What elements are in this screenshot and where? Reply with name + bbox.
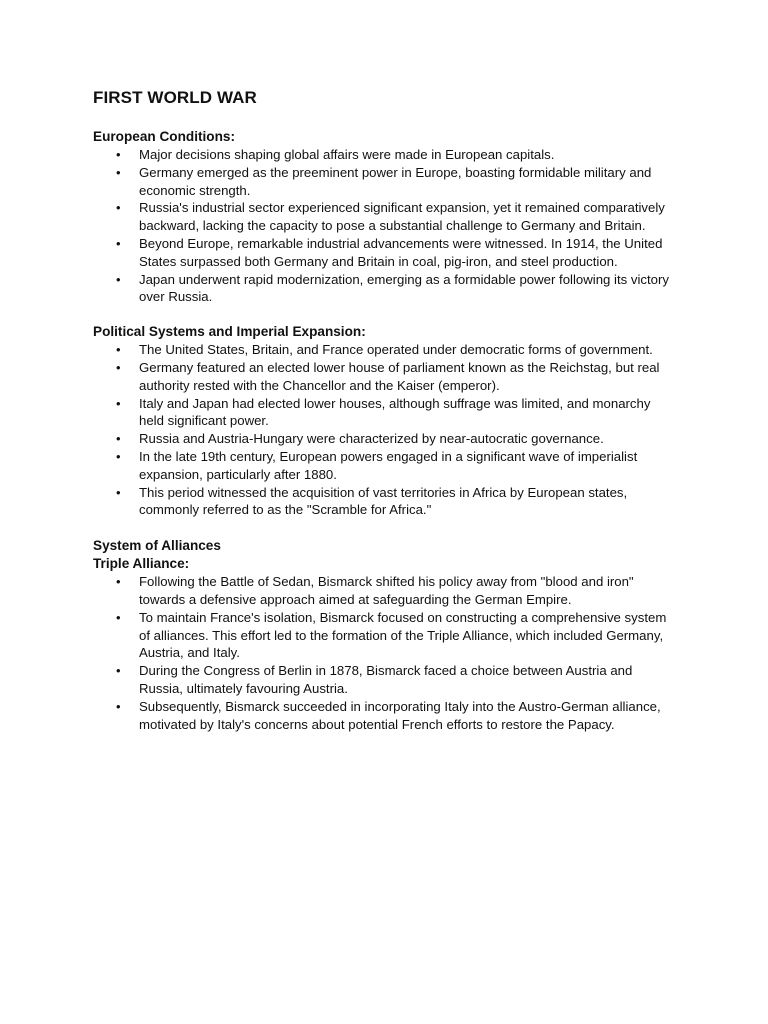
- list-item: • Italy and Japan had elected lower houses, although suffrage was limited, and monarchy held significant power.: [139, 395, 678, 431]
- list-item: • This period witnessed the acquisition of vast territories in Africa by European states, commonly referred to as the "Scramble for Africa.": [139, 484, 678, 520]
- list-item: • The United States, Britain, and France operated under democratic forms of government.: [139, 341, 678, 359]
- list-item: • Germany featured an elected lower house of parliament known as the Reichstag, but real authority rested with the Chancellor and the Kaiser (emperor).: [139, 359, 678, 395]
- section-subheading: Triple Alliance:: [93, 556, 190, 572]
- section-heading: System of Alliances: [93, 538, 221, 554]
- list-item: • To maintain France's isolation, Bismarck focused on constructing a comprehensive system of alliances. This effort led to the formation of the Triple Alliance, which included Germany, Austria, and Italy.: [139, 609, 678, 662]
- section-system-of-alliances: [93, 537, 678, 733]
- list-item: • In the late 19th century, European powers engaged in a significant wave of imperialist expansion, particularly after 1880.: [139, 448, 678, 484]
- list-item: • During the Congress of Berlin in 1878, Bismarck faced a choice between Austria and Russia, ultimately favouring Austria.: [139, 662, 678, 698]
- paragraph-gap: [93, 306, 678, 323]
- list-item: • Russia's industrial sector experienced significant expansion, yet it remained comparatively backward, lacking the capacity to pose a substantial challenge to Germany and Britain.: [139, 199, 678, 235]
- list-item: • Russia and Austria-Hungary were characterized by near-autocratic governance.: [139, 430, 678, 448]
- paragraph-gap: [93, 519, 678, 537]
- section-heading: Political Systems and Imperial Expansion:: [93, 324, 366, 340]
- list-item: • Japan underwent rapid modernization, emerging as a formidable power following its victory over Russia.: [139, 271, 678, 307]
- section-political-systems: [93, 323, 678, 519]
- bullet-list: [93, 146, 678, 306]
- bullet-list: [93, 341, 678, 519]
- section-european-conditions: [93, 128, 678, 306]
- section-heading: European Conditions:: [93, 129, 235, 144]
- list-item: • Subsequently, Bismarck succeeded in incorporating Italy into the Austro-German alliance, motivated by Italy's concerns about potential French efforts to restore the Papacy.: [139, 698, 678, 734]
- list-item: • Germany emerged as the preeminent power in Europe, boasting formidable military and economic strength.: [139, 164, 678, 200]
- document-title: FIRST WORLD WAR: [93, 88, 257, 107]
- list-item: • Major decisions shaping global affairs were made in European capitals.: [139, 146, 678, 164]
- bullet-list: [93, 573, 678, 733]
- list-item: • Following the Battle of Sedan, Bismarck shifted his policy away from "blood and iron" towards a defensive approach aimed at safeguarding the German Empire.: [139, 573, 678, 609]
- list-item: • Beyond Europe, remarkable industrial advancements were witnessed. In 1914, the United States surpassed both Germany and Britain in coal, pig-iron, and steel production.: [139, 235, 678, 271]
